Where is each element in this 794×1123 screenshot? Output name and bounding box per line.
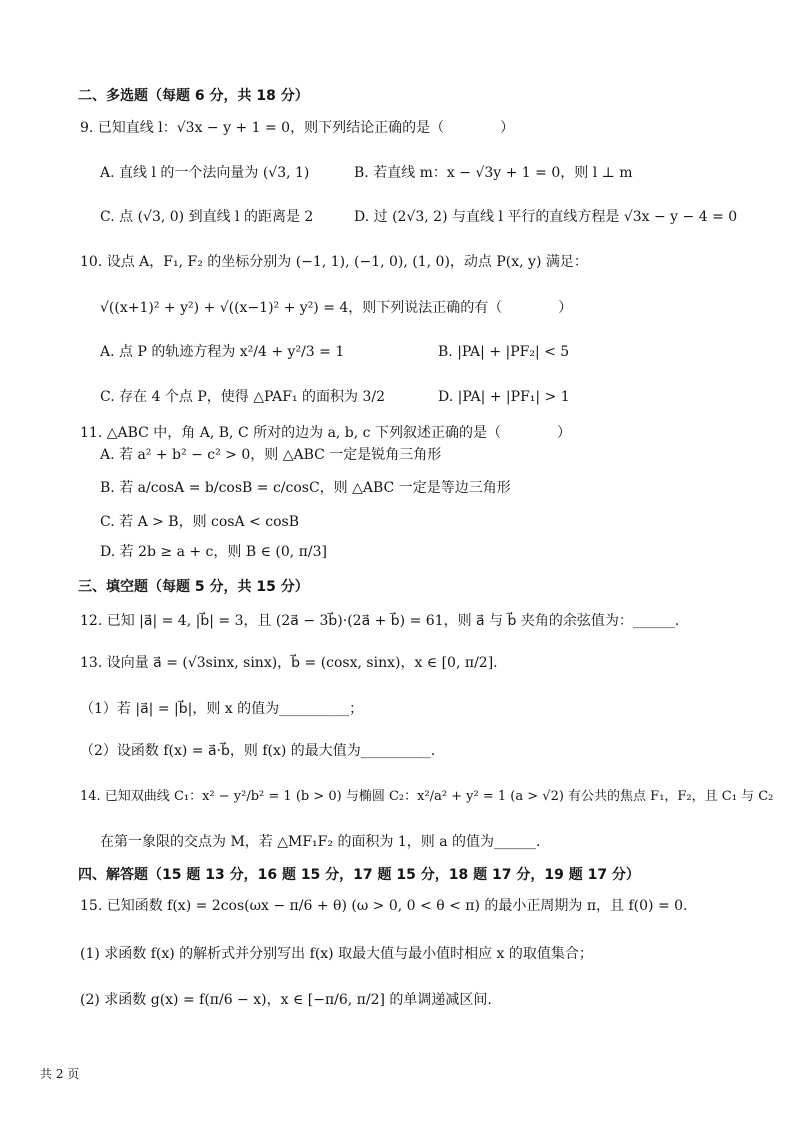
question-12-stem: 12. 已知 |a⃗| = 4, |b⃗| = 3，且 (2a⃗ − 3b⃗)·(2a⃗ + b⃗) = 61，则 a⃗ 与 b⃗ 夹角的余弦值为：______. xyxy=(80,613,680,629)
question-10-option-a: A. 点 P 的轨迹方程为 x²/4 + y²/3 = 1 xyxy=(100,344,345,360)
question-10-option-b: B. |PA| + |PF₂| < 5 xyxy=(438,344,570,360)
section-title-fill-in: 三、填空题（每题 5 分，共 15 分） xyxy=(78,579,309,595)
question-14-line-1: 14. 已知双曲线 C₁：x² − y²/b² = 1 (b > 0) 与椭圆 C₂：x²/a² + y² = 1 (a > √2) 有公共的焦点 F₁，F₂，且 C₁ 与 C₂ xyxy=(80,789,774,804)
question-9-option-b: B. 若直线 m：x − √3y + 1 = 0，则 l ⊥ m xyxy=(354,165,633,181)
question-9-stem: 9. 已知直线 l：√3x − y + 1 = 0，则下列结论正确的是（ ） xyxy=(80,120,515,136)
question-15-part-1: (1) 求函数 f(x) 的解析式并分别写出 f(x) 取最大值与最小值时相应 x 的取值集合； xyxy=(80,946,593,962)
question-9-option-d: D. 过 (2√3, 2) 与直线 l 平行的直线方程是 √3x − y − 4 = 0 xyxy=(354,209,738,225)
page-footer: 共 2 页 xyxy=(40,1067,80,1081)
question-9-option-c: C. 点 (√3, 0) 到直线 l 的距离是 2 xyxy=(100,209,314,225)
question-14-line-2: 在第一象限的交点为 M，若 △MF₁F₂ 的面积为 1，则 a 的值为______. xyxy=(100,834,541,850)
section-title-multiple-choice: 二、多选题（每题 6 分，共 18 分） xyxy=(78,88,309,104)
question-13-part-1: （1）若 |a⃗| = |b⃗|，则 x 的值为__________； xyxy=(80,701,364,717)
question-11-option-c: C. 若 A > B，则 cosA < cosB xyxy=(100,514,299,530)
question-10-option-c: C. 存在 4 个点 P，使得 △PAF₁ 的面积为 3/2 xyxy=(100,389,386,405)
question-11-option-b: B. 若 a/cosA = b/cosB = c/cosC，则 △ABC 一定是等边三角形 xyxy=(100,480,511,496)
question-15-stem: 15. 已知函数 f(x) = 2cos(ωx − π/6 + θ) (ω > 0, 0 < θ < π) 的最小正周期为 π，且 f(0) = 0. xyxy=(80,898,688,914)
question-9-option-a: A. 直线 l 的一个法向量为 (√3, 1) xyxy=(100,165,310,181)
question-10-option-d: D. |PA| + |PF₁| > 1 xyxy=(438,389,570,405)
question-11-option-a: A. 若 a² + b² − c² > 0，则 △ABC 一定是锐角三角形 xyxy=(100,447,442,463)
question-11-option-d: D. 若 2b ≥ a + c，则 B ∈ (0, π/3] xyxy=(100,544,327,560)
section-title-answer: 四、解答题（15 题 13 分，16 题 15 分，17 题 15 分，18 题 17 分，19 题 17 分） xyxy=(78,867,640,883)
question-11-stem: 11. △ABC 中，角 A, B, C 所对的边为 a, b, c 下列叙述正确的是（ ） xyxy=(80,425,571,441)
question-15-part-2: (2) 求函数 g(x) = f(π/6 − x)，x ∈ [−π/6, π/2] 的单调递减区间. xyxy=(80,992,492,1008)
question-10-stem: 10. 设点 A，F₁, F₂ 的坐标分别为 (−1, 1), (−1, 0), (1, 0)，动点 P(x, y) 满足： xyxy=(80,254,588,270)
question-13-stem: 13. 设向量 a⃗ = (√3sinx, sinx)，b⃗ = (cosx, sinx)，x ∈ [0, π/2]. xyxy=(80,655,498,671)
question-13-part-2: （2）设函数 f(x) = a⃗·b⃗，则 f(x) 的最大值为__________. xyxy=(80,743,436,759)
question-10-condition: √((x+1)² + y²) + √((x−1)² + y²) = 4，则下列说法正确的有（ ） xyxy=(100,300,573,316)
